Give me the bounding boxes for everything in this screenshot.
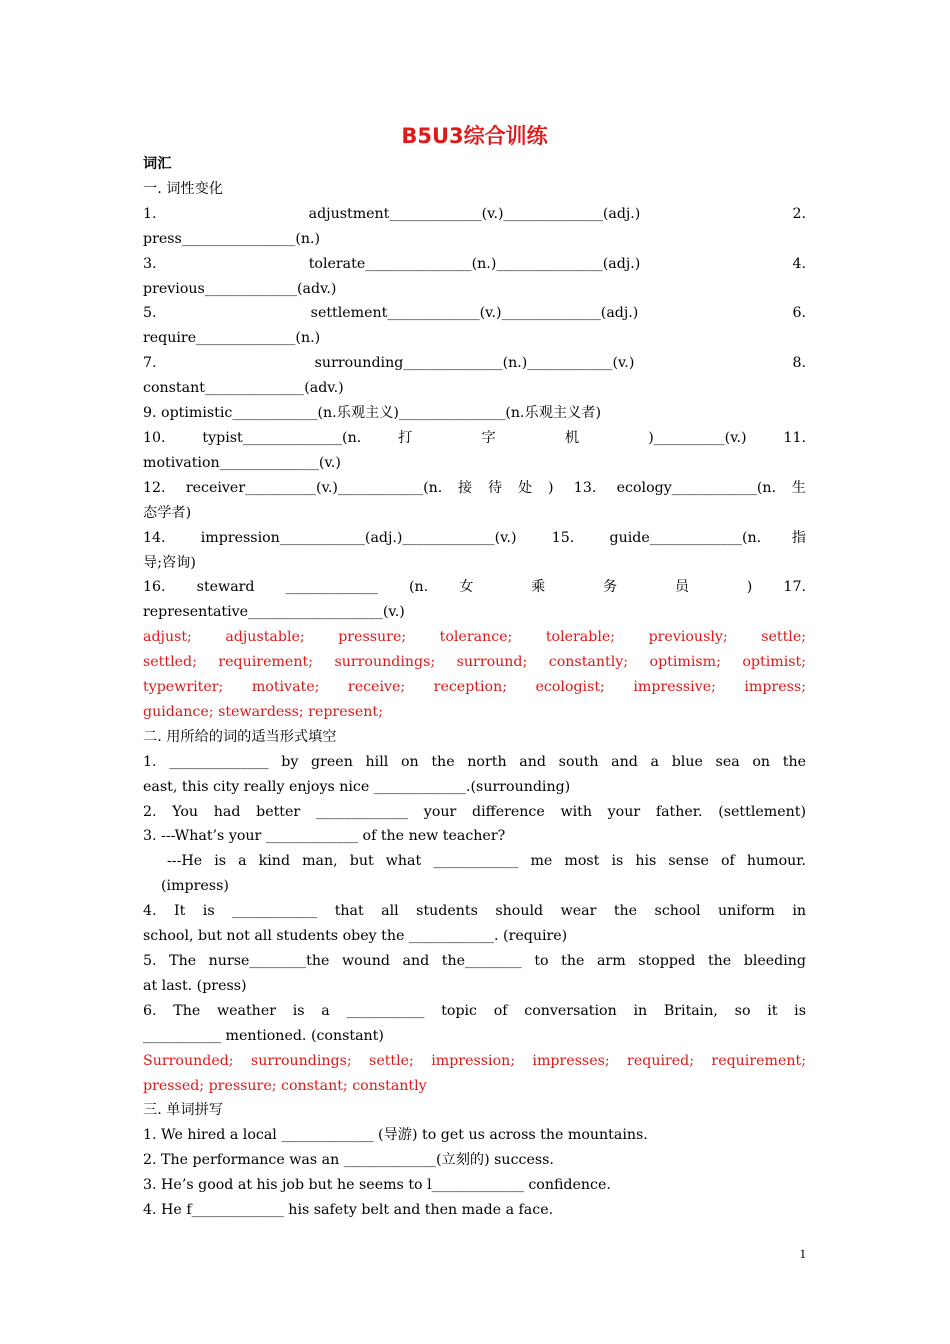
part2-line: ___________ mentioned. (constant) [143, 1027, 384, 1044]
part3-heading: 三. 单词拼写 [143, 1102, 223, 1119]
page-number: 1 [799, 1246, 806, 1261]
part2-heading: 二. 用所给的词的适当形式填空 [143, 728, 337, 745]
part1-line: 9. optimistic____________(n.乐观主义)_______________(n.乐观主义者) [143, 405, 602, 422]
part1-answer-line: typewriter; motivate; receive; reception; ecologist; impressive; impress; [143, 679, 806, 696]
part2-line: east, this city really enjoys nice _____________.(surrounding) [143, 778, 571, 795]
part2-line: 5. The nurse________the wound and the________ to the arm stopped the bleeding [143, 953, 806, 969]
page-title: B5U3综合训练 [401, 124, 548, 148]
part2-line: 1. ______________ by green hill on the north and south and a blue sea on the [143, 753, 806, 770]
part2-line: 6. The weather is a ___________ topic of conversation in Britain, so it is [143, 1002, 806, 1019]
part2-answer-line: Surrounded; surroundings; settle; impression; impresses; required; requirement; [143, 1052, 806, 1069]
part1-line: 7. surrounding______________(n.)____________(v.) 8. [143, 355, 806, 372]
part2-line: 3. ---What’s your _____________ of the new teacher? [143, 828, 506, 845]
part1-answer-line: settled; requirement; surroundings; surround; constantly; optimism; optimist; [143, 654, 806, 671]
part1-line: 3. tolerate_______________(n.)_______________(adj.) 4. [143, 255, 806, 272]
part2-line: school, but not all students obey the ____________. (require) [143, 928, 568, 945]
part1-line: 12. receiver__________(v.)____________(n.接待处) 13. ecology____________(n.生 [143, 479, 806, 496]
part1-line: 10. typist______________(n. 打 字 机 )__________(v.) 11. [143, 429, 806, 446]
part1-line: 态学者) [143, 504, 192, 521]
part1-line: 5. settlement_____________(v.)______________(adj.) 6. [143, 305, 806, 322]
part1-line: motivation______________(v.) [143, 454, 341, 471]
part1-answer-line: guidance; stewardess; represent; [143, 703, 383, 720]
part3-line: 1. We hired a local _____________ (导游) to get us across the mountains. [143, 1127, 648, 1144]
part3-line: 2. The performance was an _____________(立刻的) success. [143, 1152, 554, 1169]
part3-line: 3. He’s good at his job but he seems to l_____________ confidence. [143, 1177, 611, 1194]
part1-line: 1. adjustment_____________(v.)______________(adj.) 2. [143, 205, 806, 222]
section-heading-vocab: 词汇 [143, 156, 172, 172]
part2-line: ---He is a kind man, but what ____________ me most is his sense of humour. [167, 853, 806, 870]
part2-answer-line: pressed; pressure; constant; constantly [143, 1077, 427, 1094]
part2-line: at last. (press) [143, 977, 247, 994]
part2-line: 2. You had better _____________ your difference with your father. (settlement) [143, 803, 806, 820]
document-body [143, 120, 806, 1223]
part1-line: previous_____________(adv.) [143, 280, 337, 297]
part2-line: (impress) [161, 878, 229, 895]
part2-line: 4. It is ____________ that all students should wear the school uniform in [143, 903, 806, 920]
part1-answer-line: adjust; adjustable; pressure; tolerance; tolerable; previously; settle; [143, 629, 806, 646]
part1-line: 导;咨询) [143, 554, 196, 571]
part1-heading: 一. 词性变化 [143, 180, 223, 197]
part1-line: constant______________(adv.) [143, 380, 344, 397]
part1-line: representative___________________(v.) [143, 604, 405, 621]
part1-line: require______________(n.) [143, 330, 321, 347]
part3-line: 4. He f_____________ his safety belt and then made a face. [143, 1202, 554, 1219]
part1-line: press________________(n.) [143, 230, 321, 247]
part1-line: 14. impression____________(adj.)_____________(v.) 15. guide_____________(n.指 [143, 529, 806, 546]
part1-line: 16. steward _____________ (n. 女 乘 务 员 ) 17. [143, 579, 806, 596]
